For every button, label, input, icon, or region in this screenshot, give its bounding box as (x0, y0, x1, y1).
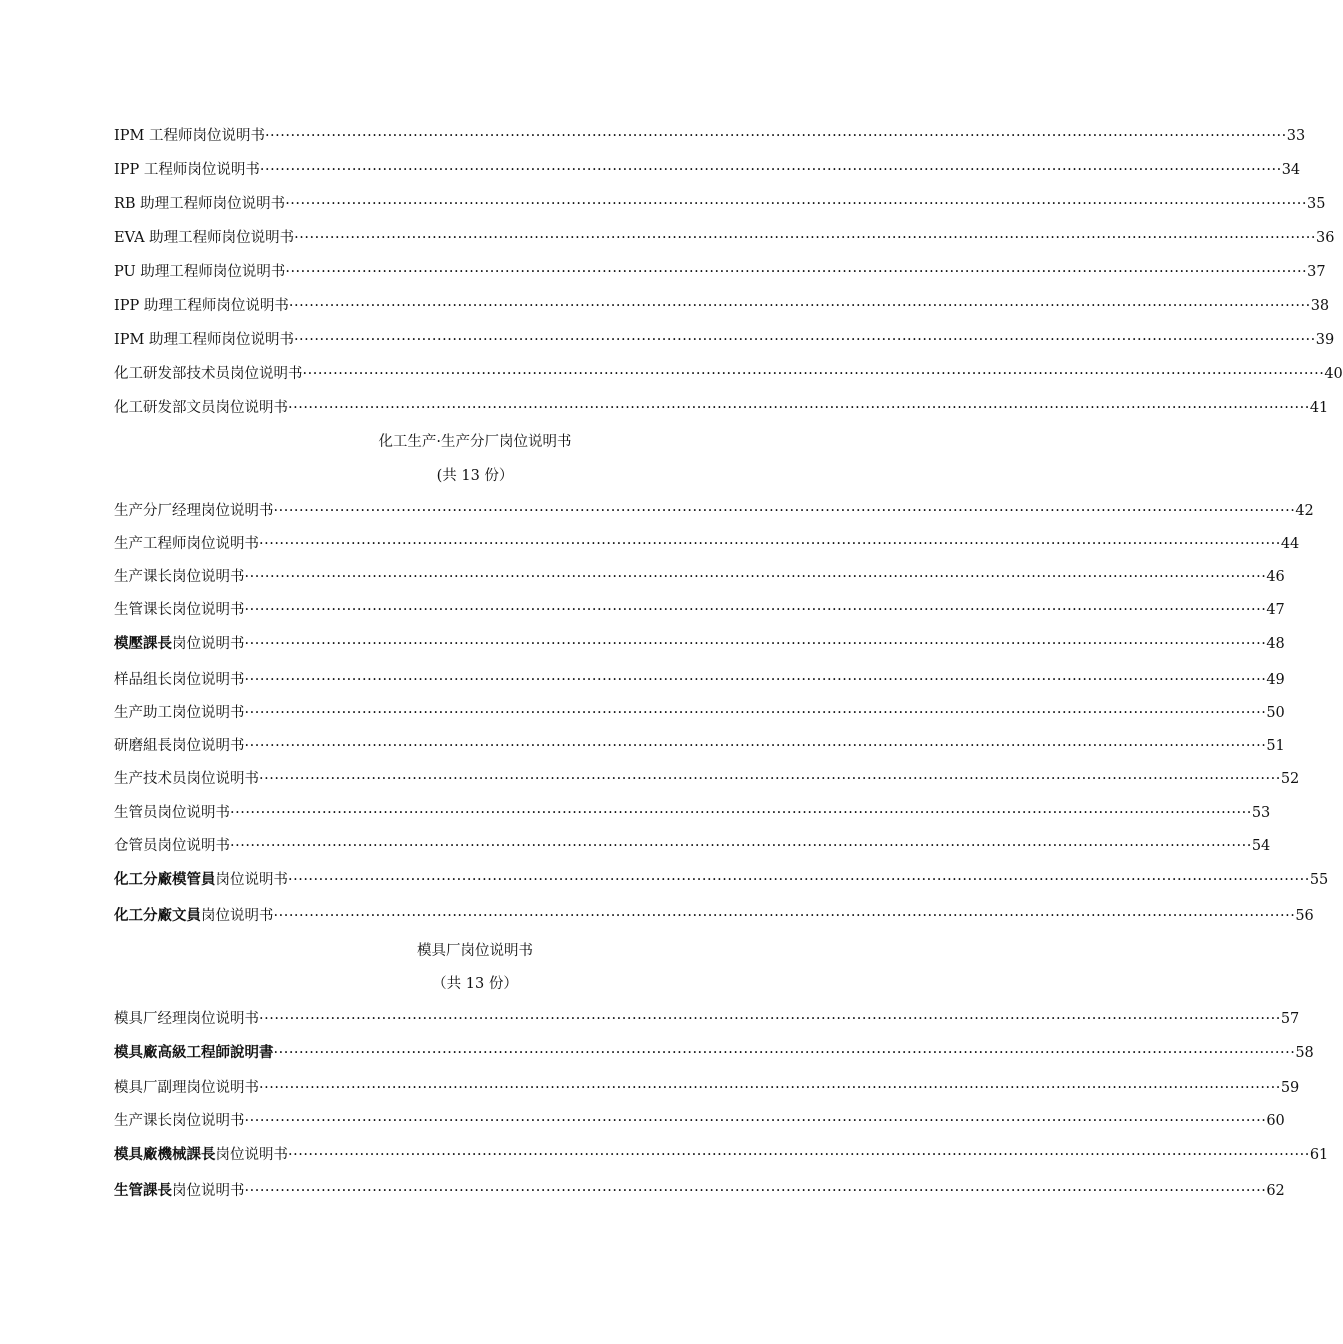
toc-entry[interactable] (114, 228, 1335, 248)
toc-entry-title: IPM 工程师岗位说明书 (114, 128, 265, 144)
toc-entry-title: RB 助理工程师岗位说明书 (114, 196, 286, 212)
toc-leader: ········································································································································································································ (244, 738, 1267, 754)
toc-entry[interactable] (114, 906, 1314, 926)
toc-entry[interactable] (114, 836, 1271, 856)
toc-entry-title-suffix: 岗位说明书 (172, 636, 245, 652)
toc-entry[interactable] (114, 600, 1285, 620)
toc-entry[interactable] (114, 567, 1285, 587)
toc-entry-title: 生产分厂经理岗位说明书 (114, 503, 274, 519)
section-heading: 化工生产·生产分厂岗位说明书 (378, 434, 572, 450)
toc-entry[interactable] (114, 262, 1326, 282)
toc-entry[interactable] (114, 1145, 1329, 1165)
toc-entry[interactable] (114, 1181, 1285, 1201)
toc-leader: ········································································································································································································ (293, 332, 1316, 348)
toc-leader: ········································································································································································································ (288, 872, 1310, 888)
toc-entry-title: 化工研发部文员岗位说明书 (114, 400, 288, 416)
toc-page-number: 48 (1266, 636, 1285, 652)
toc-leader: ········································································································································································································ (285, 264, 1308, 280)
toc-entry-title: 模具厂副理岗位说明书 (114, 1080, 259, 1096)
toc-page-number: 47 (1266, 602, 1285, 618)
toc-entry-title: 生产技术员岗位说明书 (114, 771, 259, 787)
toc-leader: ········································································································································································································ (244, 672, 1267, 688)
toc-page-number: 39 (1315, 332, 1335, 348)
toc-leader: ········································································································································································································ (230, 838, 1252, 854)
toc-leader: ········································································································································································································ (259, 162, 1282, 178)
toc-entry[interactable] (114, 803, 1271, 823)
toc-entry[interactable] (114, 398, 1329, 418)
toc-leader: ········································································································································································································ (288, 298, 1311, 314)
toc-page-number: 61 (1309, 1147, 1329, 1163)
toc-page-number: 59 (1280, 1080, 1300, 1096)
toc-entry-title: 模具廠機械課長 (114, 1147, 216, 1163)
toc-entry-title-suffix: 岗位说明书 (172, 1183, 245, 1199)
toc-entry-title: 模具廠高級工程師說明書 (114, 1045, 274, 1061)
toc-leader: ········································································································································································································ (244, 1183, 1267, 1199)
toc-entry-title: 研磨組長岗位说明书 (114, 738, 245, 754)
toc-entry[interactable] (114, 769, 1300, 789)
toc-page-number: 54 (1251, 838, 1271, 854)
toc-leader: ········································································································································································································ (273, 503, 1296, 519)
toc-page-number: 33 (1286, 128, 1306, 144)
toc-entry-title: 化工研发部技术员岗位说明书 (114, 366, 303, 382)
toc-page-number: 40 (1324, 366, 1343, 382)
toc-entry-title-suffix: 岗位说明书 (215, 872, 288, 888)
toc-entry-title: 化工分廠模管員 (114, 872, 216, 888)
toc-leader: ········································································································································································································ (259, 536, 1281, 552)
toc-entry-title: 生管課長 (114, 1183, 172, 1199)
toc-entry-title: 模壓課長 (114, 636, 172, 652)
toc-entry[interactable] (114, 1009, 1300, 1029)
toc-entry-title: 生产助工岗位说明书 (114, 705, 245, 721)
section-count: （共 13 份） (432, 976, 518, 992)
toc-leader: ········································································································································································································ (302, 366, 1325, 382)
toc-entry[interactable] (114, 1078, 1300, 1098)
toc-page-number: 34 (1281, 162, 1301, 178)
toc-entry[interactable] (114, 126, 1306, 146)
toc-leader: ········································································································································································································ (294, 230, 1316, 246)
toc-page-number: 55 (1309, 872, 1329, 888)
toc-page-number: 50 (1266, 705, 1285, 721)
toc-leader: ········································································································································································································ (244, 636, 1267, 652)
toc-entry[interactable] (114, 703, 1285, 723)
toc-page-number: 53 (1251, 805, 1271, 821)
toc-leader: ········································································································································································································ (230, 805, 1252, 821)
toc-page-number: 38 (1310, 298, 1330, 314)
toc-leader: ········································································································································································································ (259, 1011, 1281, 1027)
toc-entry-title-suffix: 岗位说明书 (201, 908, 274, 924)
toc-page-number: 56 (1295, 908, 1314, 924)
toc-entry[interactable] (114, 194, 1326, 214)
toc-leader: ········································································································································································································ (244, 602, 1267, 618)
toc-entry[interactable] (114, 670, 1285, 690)
toc-entry-title: PU 助理工程师岗位说明书 (114, 264, 286, 280)
toc-leader: ········································································································································································································ (273, 908, 1296, 924)
toc-entry-title: 生产课长岗位说明书 (114, 1113, 245, 1129)
toc-entry-title: 化工分廠文員 (114, 908, 201, 924)
toc-entry-title: 生产课长岗位说明书 (114, 569, 245, 585)
toc-entry-title: 模具厂经理岗位说明书 (114, 1011, 259, 1027)
toc-entry[interactable] (114, 296, 1330, 316)
toc-page-number: 35 (1307, 196, 1326, 212)
toc-leader: ········································································································································································································ (244, 1113, 1267, 1129)
toc-entry-title-suffix: 岗位说明书 (215, 1147, 288, 1163)
toc-leader: ········································································································································································································ (259, 771, 1281, 787)
toc-leader: ········································································································································································································ (259, 1080, 1281, 1096)
toc-entry[interactable] (114, 1111, 1285, 1131)
toc-leader: ········································································································································································································ (264, 128, 1287, 144)
toc-page-number: 36 (1315, 230, 1335, 246)
toc-leader: ········································································································································································································ (244, 569, 1267, 585)
toc-entry[interactable] (114, 534, 1300, 554)
toc-entry[interactable] (114, 364, 1343, 384)
toc-entry[interactable] (114, 160, 1301, 180)
toc-entry-title: 仓管员岗位说明书 (114, 838, 230, 854)
toc-entry[interactable] (114, 501, 1314, 521)
toc-page-number: 46 (1266, 569, 1285, 585)
toc-entry-title: 生产工程师岗位说明书 (114, 536, 259, 552)
toc-page-number: 41 (1309, 400, 1329, 416)
toc-page-number: 57 (1280, 1011, 1300, 1027)
toc-leader: ········································································································································································································ (288, 400, 1310, 416)
toc-entry-title: IPP 助理工程师岗位说明书 (114, 298, 289, 314)
toc-leader: ········································································································································································································ (285, 196, 1308, 212)
toc-entry[interactable] (114, 634, 1285, 654)
toc-entry[interactable] (114, 1043, 1314, 1063)
toc-page-number: 51 (1266, 738, 1285, 754)
section-heading: 模具厂岗位说明书 (417, 943, 533, 959)
toc-entry-title: 生管员岗位说明书 (114, 805, 230, 821)
toc-entry[interactable] (114, 736, 1285, 756)
toc-entry-title: 样品组长岗位说明书 (114, 672, 245, 688)
toc-page-number: 49 (1266, 672, 1285, 688)
toc-page-number: 58 (1295, 1045, 1314, 1061)
toc-page-number: 60 (1266, 1113, 1285, 1129)
toc-page-number: 52 (1280, 771, 1300, 787)
section-count: (共 13 份） (436, 468, 514, 484)
toc-entry[interactable] (114, 870, 1329, 890)
toc-page-number: 44 (1280, 536, 1300, 552)
toc-leader: ········································································································································································································ (273, 1045, 1296, 1061)
toc-entry[interactable] (114, 330, 1335, 350)
toc-entry-title: IPM 助理工程师岗位说明书 (114, 332, 294, 348)
toc-entry-title: IPP 工程师岗位说明书 (114, 162, 260, 178)
toc-leader: ········································································································································································································ (288, 1147, 1310, 1163)
toc-entry-title: 生管课长岗位说明书 (114, 602, 245, 618)
toc-entry-title: EVA 助理工程师岗位说明书 (114, 230, 295, 246)
toc-page-number: 42 (1295, 503, 1314, 519)
toc-page-number: 62 (1266, 1183, 1285, 1199)
toc-page-number: 37 (1307, 264, 1326, 280)
toc-leader: ········································································································································································································ (244, 705, 1267, 721)
